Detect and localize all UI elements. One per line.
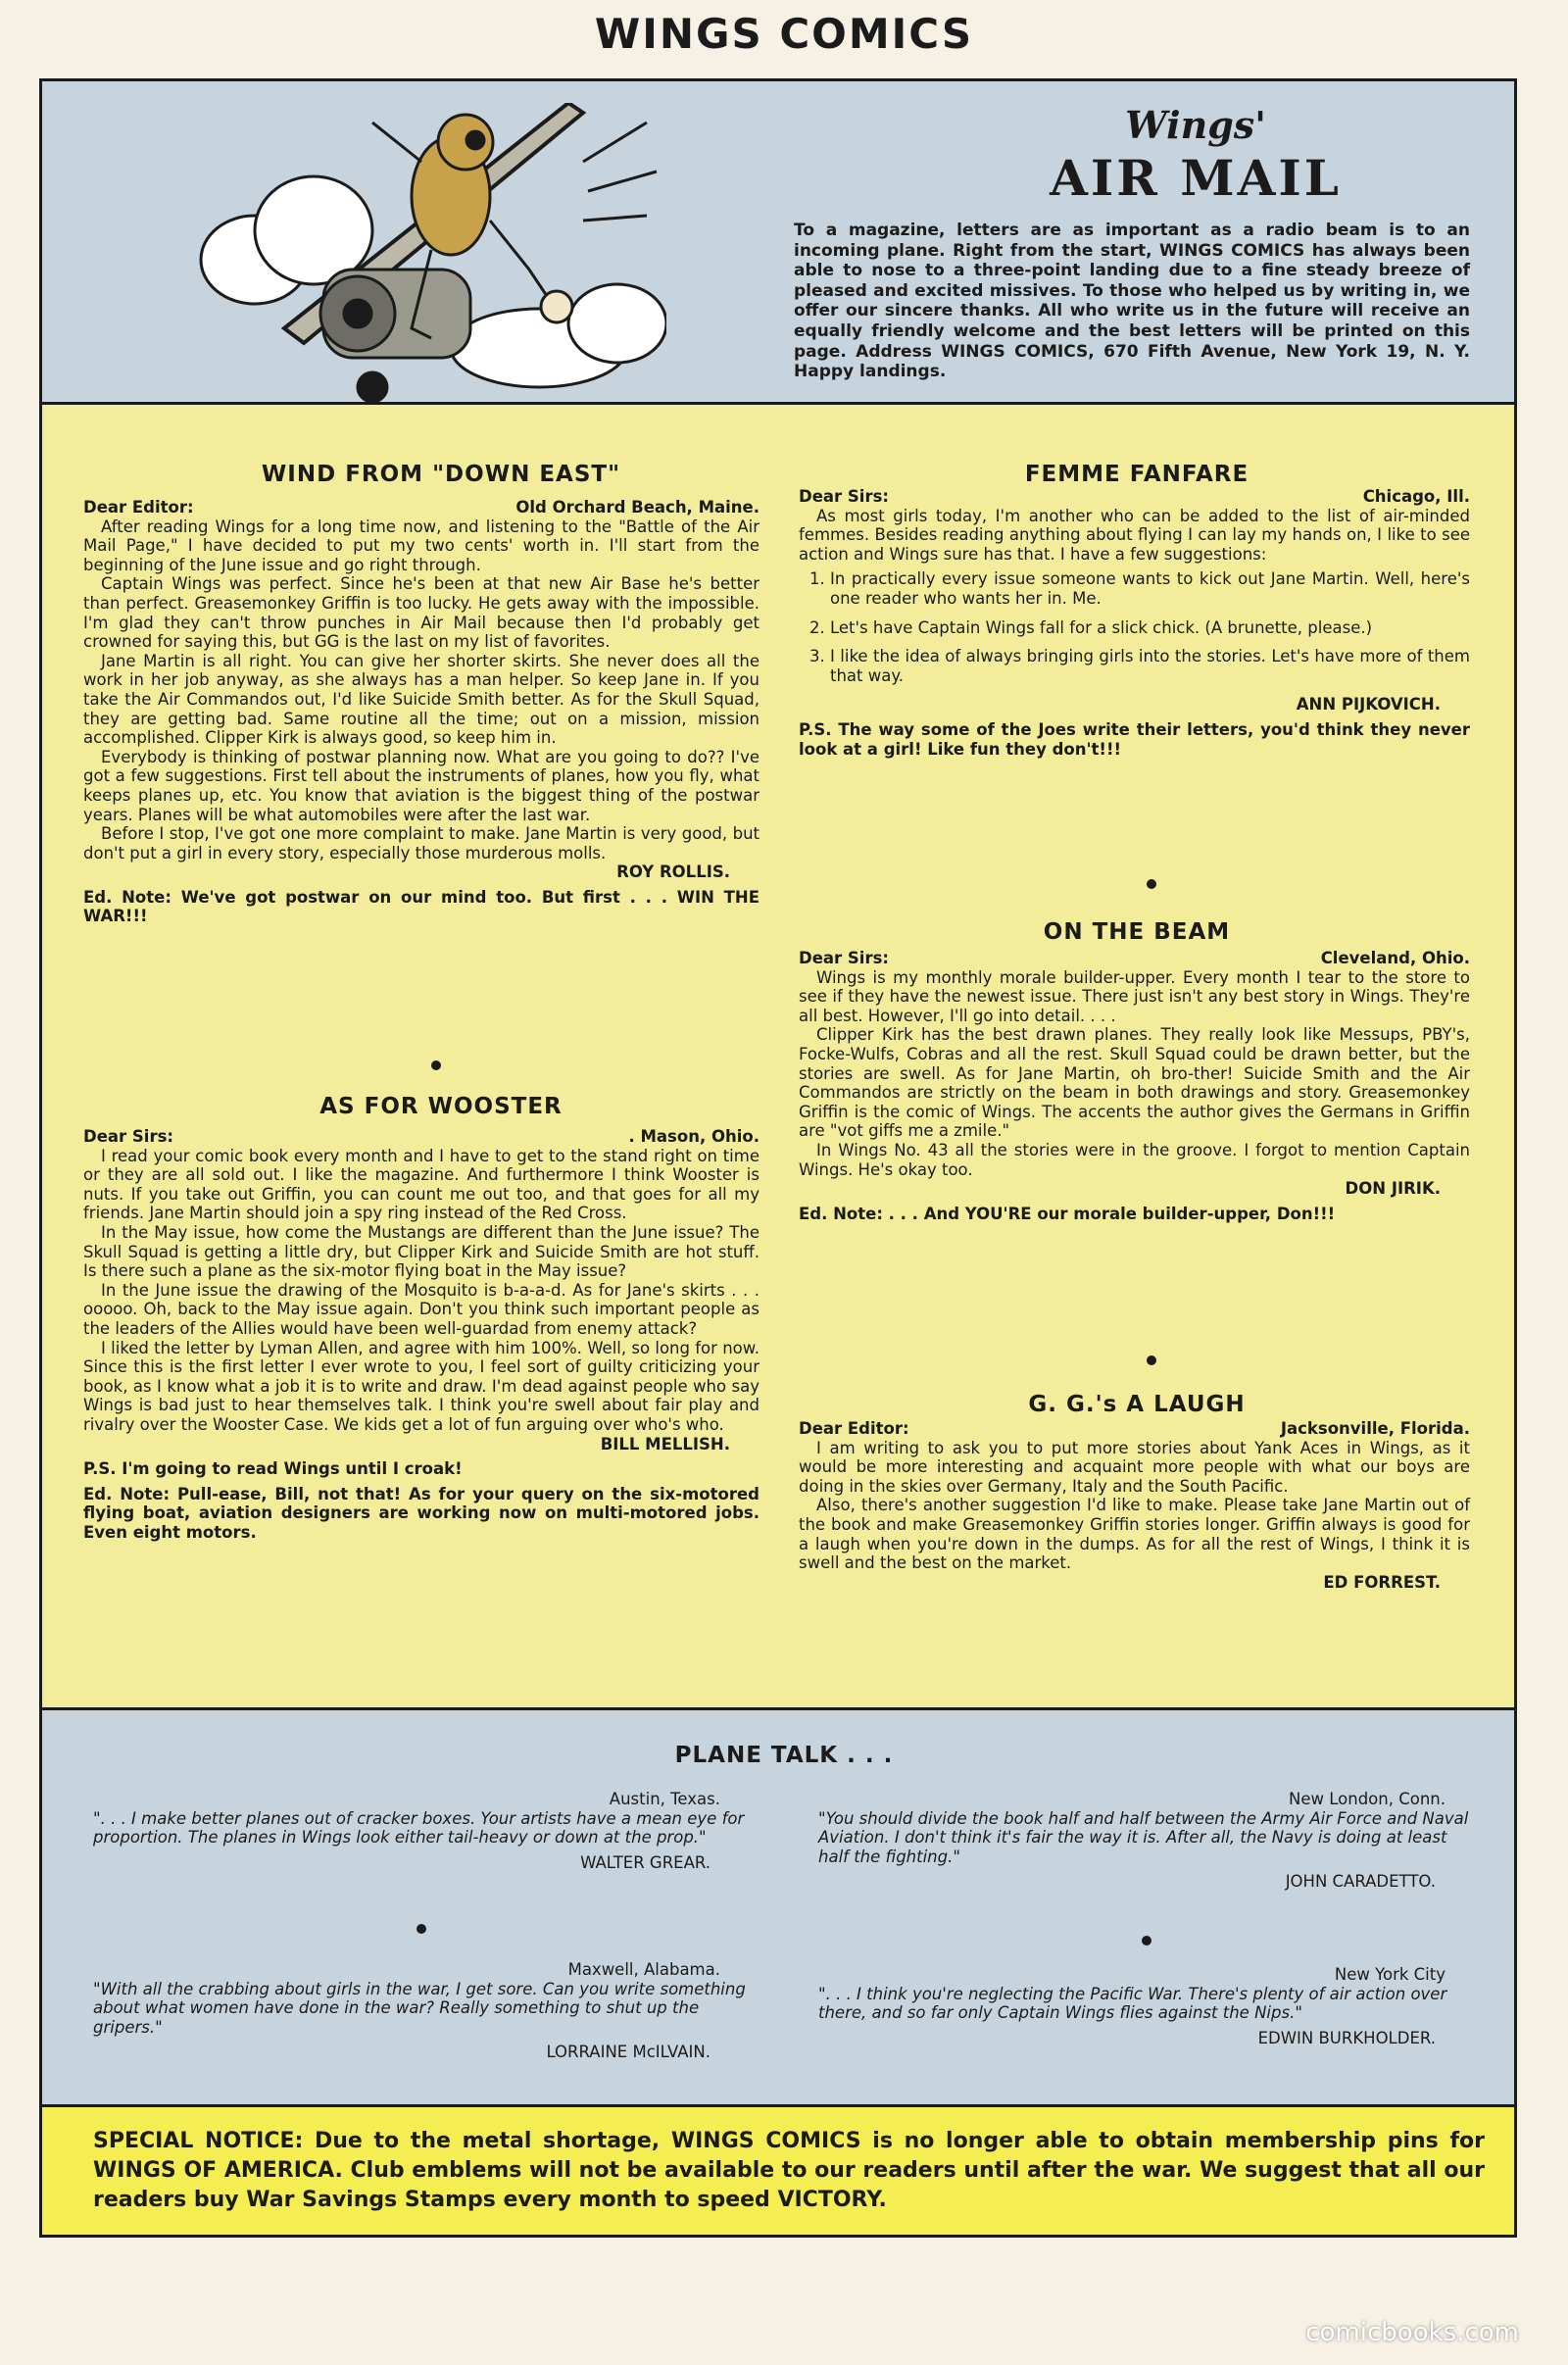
- editor-note: Ed. Note: Pull-ease, Bill, not that! As for your query on the six-motored flying boat, aviation designers are working now on multi-motored jobs. Even eight motors.: [83, 1484, 760, 1542]
- letter-location: Old Orchard Beach, Maine.: [515, 498, 760, 517]
- letter-paragraph: Wings is my monthly morale builder-upper. Every month I tear to the store to see if they have the newest issue. There just isn't any best story in Wings. They're all best. However, I'll go into detail. . . .: [799, 967, 1470, 1025]
- talk-location: Maxwell, Alabama.: [567, 1960, 720, 1979]
- separator-bullet: [431, 1060, 441, 1070]
- letter-location: Cleveland, Ohio.: [1320, 949, 1470, 967]
- talk-quote: "You should divide the book half and half between the Army Air Force and Naval Aviation. I don't think it's fair the way it is. After all, the Navy is doing at least half the fighting.": [818, 1808, 1469, 1866]
- letter-salutation: Dear Sirs:: [799, 949, 889, 967]
- letter-title: FEMME FANFARE: [1024, 462, 1250, 487]
- talk-signature: JOHN CARADETTO.: [1285, 1872, 1436, 1892]
- talk-quote: ". . . I think you're neglecting the Pacific War. There's plenty of air action over there, and so far only Captain Wings flies against the Nips.": [818, 1984, 1447, 2023]
- talk-location: Austin, Texas.: [609, 1790, 720, 1808]
- letter-on-the-beam: [799, 949, 1470, 1223]
- letter-paragraph: Before I stop, I've got one more complaint to make. Jane Martin is very good, but don't put a girl in every story, especially those murderous molls.: [83, 824, 760, 862]
- site-watermark: comicbooks.com: [1305, 2318, 1519, 2347]
- letter-title: ON THE BEAM: [1043, 919, 1231, 945]
- letter-paragraph: As most girls today, I'm another who can be added to the list of air-minded femmes. Besides reading anything about flying I can lay my hands on, I like to see action and Wings sure has that. I have a few suggestions:: [799, 506, 1470, 564]
- air-mail-wings-word: Wings': [1125, 103, 1266, 147]
- separator-bullet: [1142, 1936, 1152, 1946]
- letter-paragraph: In the June issue the drawing of the Mosquito is b-a-a-d. As for Jane's skirts . . . ooooo. Oh, back to the May issue again. Don't you think such important people as the leaders of the Allies would have been well-guardad from enemy attack?: [83, 1280, 760, 1338]
- plane-talk-item: [818, 1790, 1475, 1892]
- letter-postscript: P.S. I'm going to read Wings until I croak!: [83, 1459, 463, 1479]
- page-title: WINGS COMICS: [594, 10, 974, 58]
- letter-salutation-row: [799, 487, 1470, 507]
- talk-signature: EDWIN BURKHOLDER.: [1257, 2028, 1436, 2047]
- letter-paragraph: Captain Wings was perfect. Since he's been at that new Air Base he's better than perfect. Greasemonkey Griffin is too lucky. He gets away with the impossible. I'm glad they can't throw punches in Air Mail because then I'd probably get crowned for saying this, but GG is the last on my list of favorites.: [83, 574, 760, 652]
- letter-paragraph: In Wings No. 43 all the stories were in the groove. I forgot to mention Captain Wings. He's okay too.: [799, 1140, 1470, 1179]
- letter-salutation: Dear Sirs:: [83, 1127, 173, 1146]
- editor-note: Ed. Note: We've got postwar on our mind too. But first . . . WIN THE WAR!!!: [83, 887, 760, 926]
- letter-as-for-wooster: [83, 1127, 760, 1542]
- letter-paragraph: Everybody is thinking of postwar planning now. What are you going to do?? I've got a few suggestions. First tell about the instruments of planes, how you fly, what keeps planes up, etc. You know that aviation is the biggest thing of the postwar years. Planes will be what automobiles were after the last war.: [83, 747, 760, 824]
- plane-talk-item: [818, 1965, 1475, 2047]
- pilot-plane-illustration: [196, 103, 666, 407]
- letter-paragraph: I am writing to ask you to put more stories about Yank Aces in Wings, as it would be more interesting and acquaint more people with what our boys are doing in the skies over Germany, Italy and the South Pacific.: [799, 1438, 1470, 1496]
- plane-talk-item: [93, 1790, 750, 1872]
- letter-wind-from-down-east: [83, 498, 760, 926]
- letter-salutation-row: [83, 498, 760, 517]
- letter-salutation-row: [799, 1419, 1470, 1439]
- separator-bullet: [416, 1924, 426, 1934]
- letter-salutation-row: [799, 949, 1470, 968]
- editor-note: Ed. Note: . . . And YOU'RE our morale builder-upper, Don!!!: [799, 1204, 1336, 1223]
- talk-quote: ". . . I make better planes out of cracker boxes. Your artists have a mean eye for proportion. The planes in Wings look either tail-heavy or down at the prop.": [93, 1808, 745, 1848]
- letter-paragraph: In the May issue, how come the Mustangs are different than the June issue? The Skull Squad is getting a little dry, but Clipper Kirk and Suicide Smith are hot stuff. Is there such a plane as the six-motor flying boat in the May issue?: [83, 1222, 760, 1281]
- letter-postscript: P.S. The way some of the Joes write their letters, you'd think they never look at a girl! Like fun they don't!!!: [799, 719, 1470, 759]
- letter-femme-fanfare: [799, 487, 1470, 759]
- letter-paragraph: I read your comic book every month and I have to get to the stand right on time or they are all sold out. I like the magazine. And furthermore I think Wooster is nuts. If you take out Griffin, you can count me out too, and that goes for all my friends. Jane Martin should join a spy ring instead of the Red Cross.: [83, 1146, 760, 1223]
- letter-location: Jacksonville, Florida.: [1280, 1419, 1470, 1438]
- separator-bullet: [1147, 1355, 1156, 1365]
- letter-location: Chicago, Ill.: [1362, 487, 1470, 506]
- list-item: 3. I like the idea of always bringing girls into the stories. Let's have more of them that way.: [830, 647, 1470, 685]
- letter-signature: DON JIRIK.: [1345, 1179, 1441, 1199]
- letter-title: WIND FROM "DOWN EAST": [261, 462, 621, 487]
- letter-signature: ED FORREST.: [1323, 1572, 1441, 1592]
- list-item: 1. In practically every issue someone wants to kick out Jane Martin. Well, here's one reader who wants her in. Me.: [830, 569, 1470, 608]
- talk-signature: LORRAINE McILVAIN.: [546, 2043, 710, 2062]
- letter-salutation-row: [83, 1127, 760, 1147]
- letter-paragraph: I liked the letter by Lyman Allen, and agree with him 100%. Well, so long for now. Since this is the first letter I ever wrote to you, I feel sort of guilty criticizing your book, as I know what a job it is to write and draw. I'm dead against people who say Wings is bad just to hear themselves talk. I think you're swell about fair play and rivalry over the Wooster Case. We kids get a lot of fun arguing over who's who.: [83, 1338, 760, 1434]
- talk-quote: "With all the crabbing about girls in the war, I get sore. Can you write something about what women have done in the war? Really something to shut up the gripers.": [93, 1979, 746, 2037]
- list-item: 2. Let's have Captain Wings fall for a slick chick. (A brunette, please.): [830, 618, 1470, 638]
- air-mail-title: AIR MAIL: [1050, 149, 1342, 207]
- talk-signature: WALTER GREAR.: [580, 1852, 710, 1872]
- talk-location: New York City: [1334, 1965, 1446, 1984]
- letter-paragraph: Jane Martin is all right. You can give her shorter skirts. She never does all the work in her job anyway, as she always has a man helper. So keep Jane in. If you take the Air Commandos out, I'd like Suicide Smith better. As for the Skull Squad, they are getting bad. Same routine all the time; out on a mission, mission accomplished. Clipper Kirk is always good, so keep him in.: [83, 651, 760, 748]
- suggestion-list: [799, 569, 1470, 685]
- letter-title: G. G.'s A LAUGH: [1028, 1392, 1246, 1417]
- letter-paragraph: Clipper Kirk has the best drawn planes. They really look like Messups, PBY's, Focke-Wulfs, Cobras and all the rest. Skull Squad could be drawn better, but the stories are swell. As for Jane Martin, oh bro-ther! Suicide Smith and the Air Commandos are strictly on the beam in both drawings and story. Greasemonkey Griffin is the comic of Wings. The accents the author gives the Germans in Griffin are "vot giffs me a zmile.": [799, 1025, 1470, 1141]
- plane-talk-item: [93, 1960, 750, 2062]
- letter-location: . Mason, Ohio.: [628, 1127, 760, 1146]
- letter-signature: ROY ROLLIS.: [616, 862, 730, 882]
- letter-gg-a-laugh: [799, 1419, 1470, 1592]
- letter-title: AS FOR WOOSTER: [319, 1094, 563, 1119]
- letter-paragraph: Also, there's another suggestion I'd like to make. Please take Jane Martin out of the book and make Greasemonkey Griffin stories longer. Griffin always is good for a laugh when you're down in the dumps. As for all the rest of Wings, I think it is swell and the best on the market.: [799, 1496, 1470, 1573]
- special-notice-text: SPECIAL NOTICE: Due to the metal shortage, WINGS COMICS is no longer able to obtain membership pins for WINGS OF AMERICA. Club emblems will not be available to our readers until after the war. We suggest that all our readers buy War Savings Stamps every month to speed VICTORY.: [93, 2129, 1485, 2212]
- air-mail-intro: To a magazine, letters are as important as a radio beam is to an incoming plane. Right from the start, WINGS COMICS has always been able to nose to a three-point landing due to a fine steady breeze of pleased and excited missives. To those who helped us by writing in, we offer our sincere thanks. All who write us in the future will receive an equally friendly welcome and the best letters will be printed on this page. Address WINGS COMICS, 670 Fifth Avenue, New York 19, N. Y. Happy landings.: [794, 221, 1470, 382]
- letter-signature: BILL MELLISH.: [600, 1434, 730, 1453]
- plane-talk-title: PLANE TALK . . .: [674, 1743, 894, 1768]
- letter-paragraph: After reading Wings for a long time now, and listening to the "Battle of the Air Mail Page," I have decided to put my two cents' worth in. I'll start from the beginning of the June issue and go right through.: [83, 517, 760, 574]
- talk-location: New London, Conn.: [1289, 1790, 1446, 1808]
- separator-bullet: [1147, 879, 1156, 889]
- letter-signature: ANN PIJKOVICH.: [1296, 695, 1441, 714]
- letter-salutation: Dear Editor:: [799, 1419, 909, 1438]
- letter-salutation: Dear Editor:: [83, 498, 194, 517]
- letter-salutation: Dear Sirs:: [799, 487, 889, 506]
